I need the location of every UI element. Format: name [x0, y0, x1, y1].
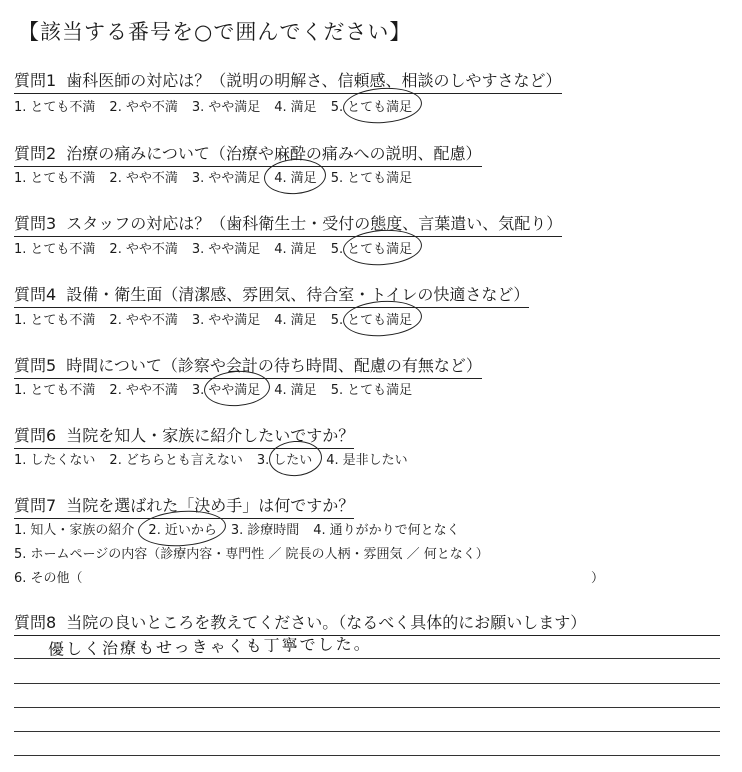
question-4-number: 質問4	[14, 285, 57, 304]
q6-option-2[interactable]: 2. どちらとも言えない	[109, 453, 243, 468]
q7-option-3[interactable]: 3. 診療時間	[230, 523, 300, 538]
q2-option-4[interactable]: 4. 満足	[274, 167, 316, 186]
q6-option-4[interactable]: 4. 是非したい	[326, 453, 408, 468]
q2-option-3[interactable]: 3. やや満足	[191, 171, 261, 186]
question-6-options	[14, 449, 408, 468]
question-8-text: 当院の良いところを教えてください。（なるべく具体的にお願いします）	[66, 613, 587, 632]
answer-line	[14, 683, 720, 684]
q7-option-6-label: 6. その他（	[14, 571, 83, 586]
q2-option-2[interactable]: 2. やや不満	[109, 171, 178, 186]
question-3	[14, 211, 562, 237]
question-2	[14, 141, 482, 167]
q6-option-3[interactable]: 3. したい	[257, 449, 312, 468]
answer-line	[14, 731, 720, 732]
q5-option-1[interactable]: 1. とても不満	[14, 383, 96, 398]
q7-option-1[interactable]: 1. 知人・家族の紹介	[14, 523, 135, 538]
answer-line	[14, 707, 720, 708]
q3-option-5[interactable]: 5. とても満足	[331, 238, 412, 257]
question-8-number: 質問8	[14, 613, 57, 632]
question-3-text: スタッフの対応は？（歯科衛生士・受付の態度、言葉遣い、気配り）	[66, 214, 563, 233]
answer-line	[14, 658, 720, 659]
q3-option-3[interactable]: 3. やや満足	[191, 242, 261, 257]
question-2-number: 質問2	[14, 144, 57, 163]
q7-option-6-close: ）	[590, 571, 604, 586]
question-4-options	[14, 309, 412, 328]
q5-option-2[interactable]: 2. やや不満	[109, 383, 178, 398]
question-2-options	[14, 167, 412, 186]
q7-option-4[interactable]: 4. 通りがかりで何となく	[313, 523, 460, 538]
question-1-options	[14, 96, 412, 115]
question-1	[14, 68, 562, 94]
question-2-text: 治療の痛みについて（治療や麻酔の痛みへの説明、配慮）	[66, 144, 482, 163]
q4-option-1[interactable]: 1. とても不満	[14, 313, 96, 328]
answer-line	[14, 755, 720, 756]
question-6-text: 当院を知人・家族に紹介したいですか？	[66, 426, 355, 445]
q5-option-5[interactable]: 5. とても満足	[330, 383, 413, 398]
question-4	[14, 282, 529, 308]
q4-option-5[interactable]: 5. とても満足	[331, 309, 412, 328]
q1-option-3[interactable]: 3. やや満足	[191, 100, 261, 115]
question-1-text: 歯科医師の対応は？（説明の明解さ、信頼感、相談のしやすさなど）	[66, 71, 562, 90]
question-5-text: 時間について（診察や会計の待ち時間、配慮の有無など）	[66, 356, 482, 375]
question-4-text: 設備・衛生面（清潔感、雰囲気、待合室・トイレの快適さなど）	[66, 285, 530, 304]
q7-option-5[interactable]: 5. ホームページの内容（診療内容・専門性 ／ 院長の人柄・雰囲気 ／ 何となく）	[14, 547, 489, 562]
q1-option-4[interactable]: 4. 満足	[274, 100, 317, 115]
q3-option-2[interactable]: 2. やや不満	[109, 242, 178, 257]
page-title: 【該当する番号を○で囲んでください】	[18, 20, 412, 44]
question-3-number: 質問3	[14, 214, 57, 233]
q4-option-3[interactable]: 3. やや満足	[191, 313, 261, 328]
q2-option-1[interactable]: 1. とても不満	[14, 171, 96, 186]
q1-option-5[interactable]: 5. とても満足	[331, 96, 412, 115]
q5-option-3[interactable]: 3. やや満足	[192, 379, 260, 398]
question-1-number: 質問1	[14, 71, 57, 90]
question-3-options	[14, 238, 412, 257]
question-5-options	[14, 379, 412, 398]
question-5-number: 質問5	[14, 356, 57, 375]
q6-option-1[interactable]: 1. したくない	[14, 453, 96, 468]
question-6-number: 質問6	[14, 426, 57, 445]
q2-option-5[interactable]: 5. とても満足	[330, 171, 413, 186]
q4-option-2[interactable]: 2. やや不満	[109, 313, 178, 328]
q3-option-1[interactable]: 1. とても不満	[14, 242, 96, 257]
q5-option-4[interactable]: 4. 満足	[274, 383, 317, 398]
q7-option-6[interactable]	[14, 567, 604, 586]
q4-option-4[interactable]: 4. 満足	[274, 313, 317, 328]
q1-option-1[interactable]: 1. とても不満	[14, 100, 96, 115]
q3-option-4[interactable]: 4. 満足	[274, 242, 317, 257]
handwritten-answer[interactable]: 優しく治療もせっきゃくも丁寧でした。	[47, 634, 372, 659]
question-7-number: 質問7	[14, 496, 57, 515]
question-7-text: 当院を選ばれた「決め手」は何ですか？	[66, 496, 355, 515]
question-7-options-row1	[14, 519, 460, 538]
q7-option-2[interactable]: 2. 近いから	[148, 519, 216, 538]
q1-option-2[interactable]: 2. やや不満	[109, 100, 178, 115]
